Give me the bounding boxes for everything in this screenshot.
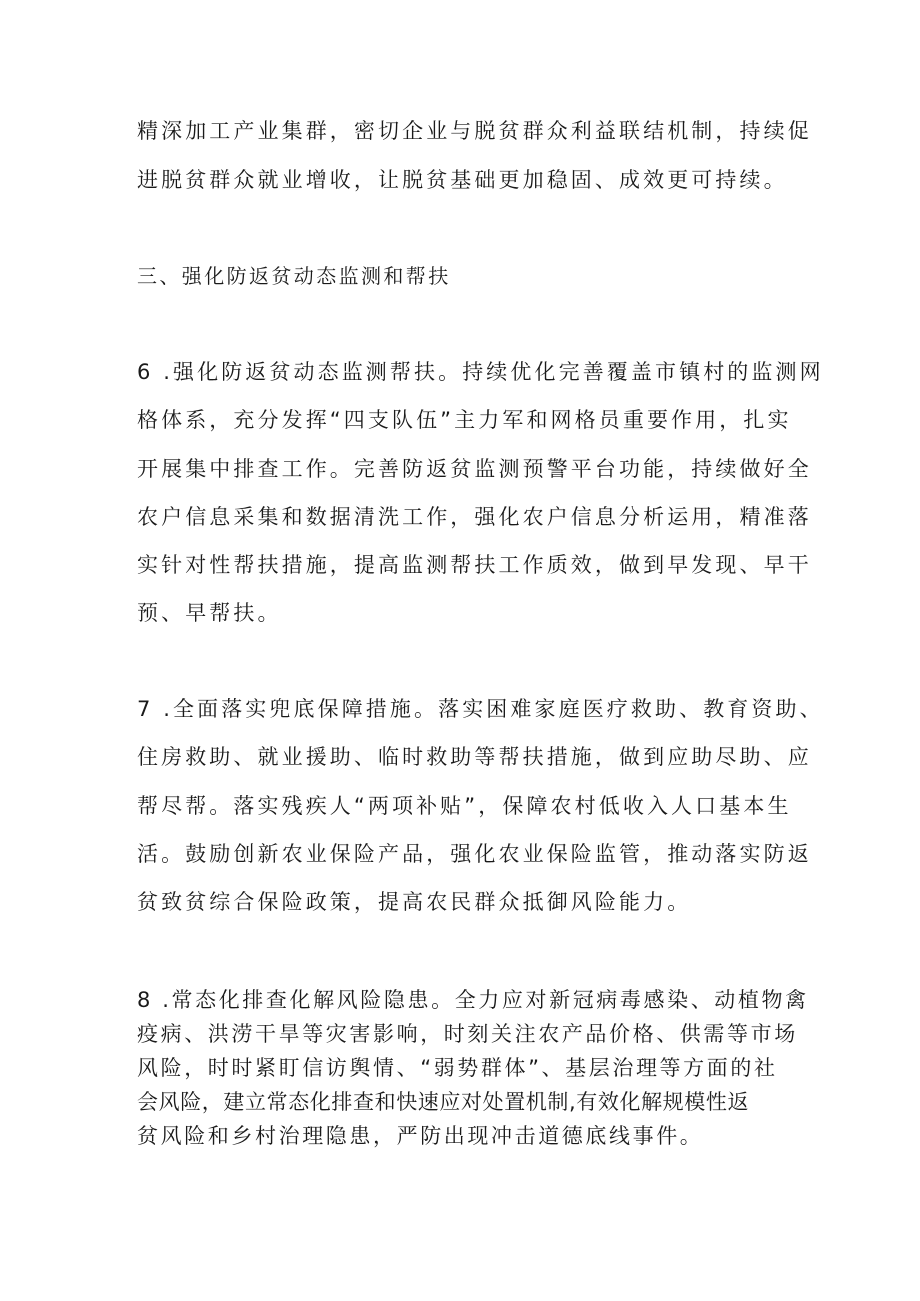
paragraph-line: 进脱贫群众就业增收，让脱贫基础更加稳固、成效更可持续。	[137, 168, 788, 192]
paragraph-line: 农户信息采集和数据清洗工作，强化农户信息分析运用，精准落	[137, 505, 812, 529]
paragraph-line: 贫致贫综合保险政策，提高农民群众抵御风险能力。	[137, 890, 692, 914]
paragraph-line: 风险，时时紧盯信访舆情、“弱势群体”、基层治理等方面的社	[137, 1056, 778, 1080]
paragraph-line: 预、早帮扶。	[137, 601, 282, 625]
paragraph-line: 活。鼓励创新农业保险产品，强化农业保险监管，推动落实防返	[137, 842, 812, 866]
paragraph-line: 实针对性帮扶措施，提高监测帮扶工作质效，做到早发现、早干	[137, 553, 812, 577]
paragraph-line: 住房救助、就业援助、临时救助等帮扶措施，做到应助尽助、应	[137, 745, 812, 769]
paragraph-line: 7 .全面落实兜底保障措施。落实困难家庭医疗救助、教育资助、	[137, 697, 824, 721]
paragraph-line: 贫风险和乡村治理隐患，严防出现冲击道德底线事件。	[137, 1124, 704, 1148]
paragraph-line: 格体系，充分发挥“四支队伍”主力军和网格员重要作用，扎实	[137, 408, 792, 432]
paragraph-line: 疫病、洪涝干旱等灾害影响，时刻关注农产品价格、供需等市场	[137, 1022, 798, 1046]
paragraph-line: 帮尽帮。落实残疾人“两项补贴”，保障农村低收入人口基本生	[137, 794, 792, 818]
paragraph-line: 精深加工产业集群，密切企业与脱贫群众利益联结机制，持续促	[137, 119, 812, 143]
paragraph-line: 会风险，建立常态化排查和快速应对处置机制,有效化解规模性返	[137, 1090, 750, 1114]
paragraph-line: 8 .常态化排查化解风险隐患。全力应对新冠病毒感染、动植物禽	[137, 988, 809, 1012]
section-heading: 三、强化防返贫动态监测和帮扶	[137, 264, 451, 288]
paragraph-line: 6 .强化防返贫动态监测帮扶。持续优化完善覆盖市镇村的监测网	[137, 360, 824, 384]
paragraph-line: 开展集中排查工作。完善防返贫监测预警平台功能，持续做好全	[137, 457, 812, 481]
